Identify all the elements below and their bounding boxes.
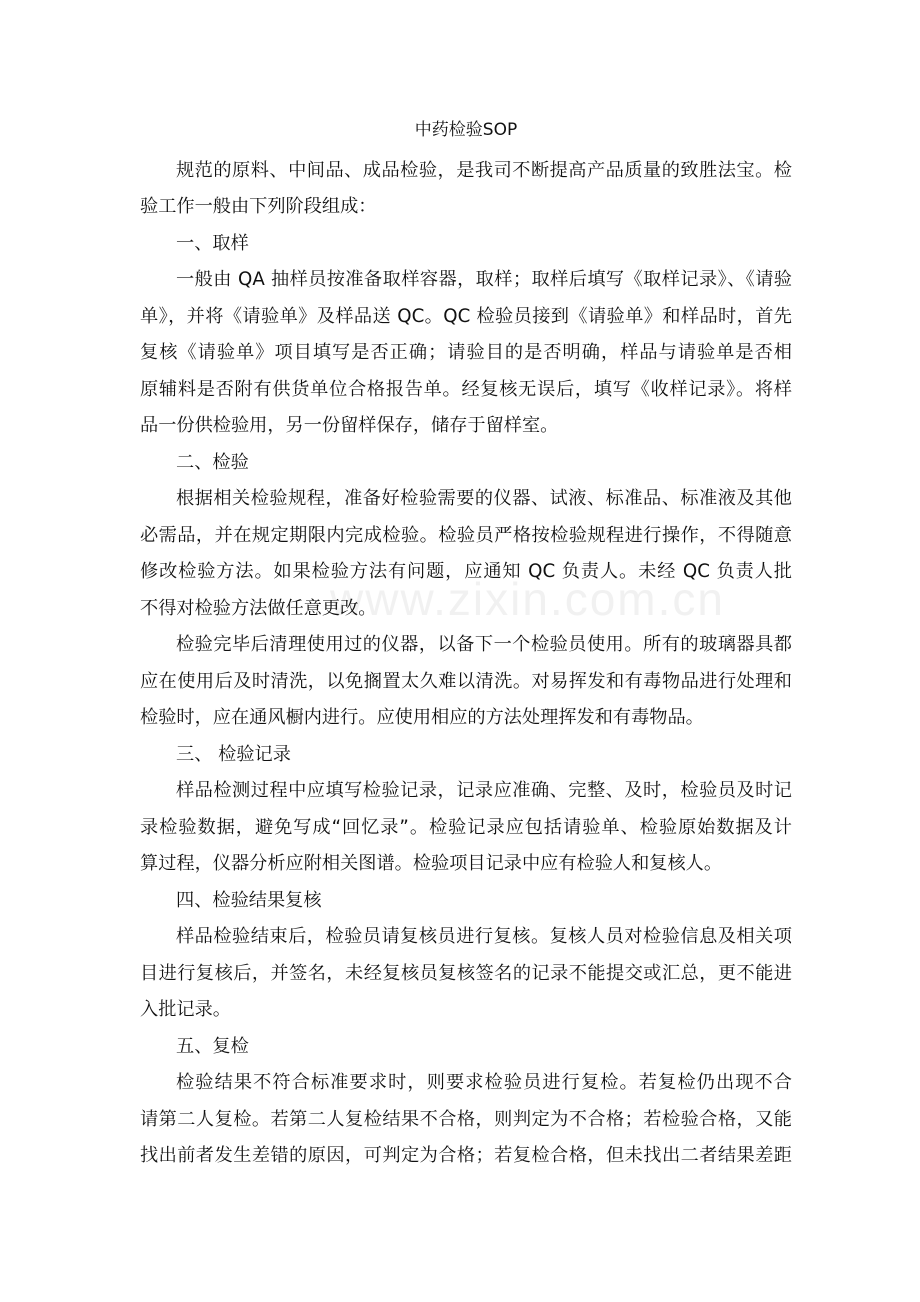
text-line: 规范的原料、中间品、成品检验，是我司不断提高产品质量的致胜法宝。检 [176,159,792,181]
text-line: 录检验数据，避免写成“回忆录”。检验记录应包括请验单、检验原始数据及计 [140,816,792,838]
text-line: 原辅料是否附有供货单位合格报告单。经复核无误后，填写《收样记录》。将样 [140,378,792,400]
text-line: 目进行复核后，并签名，未经复核员复核签名的记录不能提交或汇总，更不能进 [140,962,792,984]
text-line: 找出前者发生差错的原因，可判定为合格；若复检合格，但未找出二者结果差距 [140,1145,792,1166]
text-line: 请第二人复检。若第二人复检结果不合格，则判定为不合格；若检验合格，又能 [140,1108,792,1130]
text-line: 单》，并将《请验单》及样品送 QC。QC 检验员接到《请验单》和样品时，首先 [140,305,792,327]
text-line: 不得对检验方法做任意更改。 [140,597,377,619]
text-line: 修改检验方法。如果检验方法有问题，应通知 QC 负责人。未经 QC 负责人批 [140,561,792,582]
text-line: 应在使用后及时清洗，以免搁置太久难以清洗。对易挥发和有毒物品进行处理和 [140,670,792,692]
text-line: 品一份供检验用，另一份留样保存，储存于留样室。 [140,415,559,436]
text-line: 必需品，并在规定期限内完成检验。检验员严格按检验规程进行操作，不得随意 [140,524,792,546]
text-line: 二、检验 [176,451,249,473]
document-title: 中药检验SOP [414,120,518,140]
text-line: 入批记录。 [140,999,231,1020]
text-line: 算过程，仪器分析应附相关图谱。检验项目记录中应有检验人和复核人。 [140,853,723,874]
text-line: 样品检验结束后，检验员请复核员进行复核。复核人员对检验信息及相关项 [176,926,792,947]
text-line: 一、取样 [176,232,249,254]
document-page [140,116,792,1175]
document-body [140,153,792,1175]
watermark: www.zixin.com.cn [330,573,725,625]
text-line: 样品检测过程中应填写检验记录，记录应准确、完整、及时，检验员及时记 [176,780,792,801]
text-line: 复核《请验单》项目填写是否正确；请验目的是否明确，样品与请验单是否相 [140,342,792,363]
text-line: 检验完毕后清理使用过的仪器，以备下一个检验员使用。所有的玻璃器具都 [176,634,792,655]
text-line: 四、检验结果复核 [176,889,322,911]
text-line: 验工作一般由下列阶段组成： [140,196,377,217]
text-line: 根据相关检验规程，准备好检验需要的仪器、试液、标准品、标准液及其他 [176,488,792,509]
text-line: 检验时，应在通风橱内进行。应使用相应的方法处理挥发和有毒物品。 [140,707,704,728]
text-line: 三、 检验记录 [176,743,291,765]
text-line: 一般由 QA 抽样员按准备取样容器，取样；取样后填写《取样记录》、《请验 [176,269,792,290]
text-line: 检验结果不符合标准要求时，则要求检验员进行复检。若复检仍出现不合 [176,1072,792,1093]
text-line: 五、复检 [176,1035,249,1057]
